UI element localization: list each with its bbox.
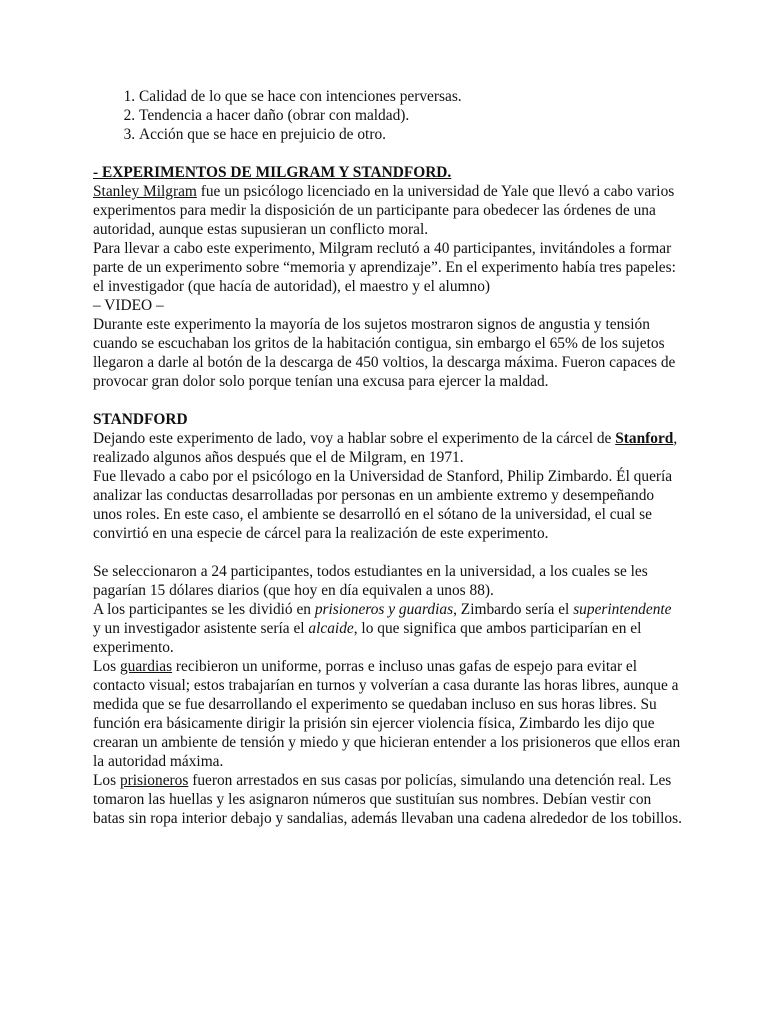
section-heading-standford: STANDFORD: [93, 411, 188, 428]
definition-item: 2. Tendencia a hacer daño (obrar con maldad).: [139, 106, 683, 125]
stanford-term: Stanford: [615, 430, 674, 447]
section-heading-milgram: - EXPERIMENTOS DE MILGRAM Y STANDFORD.: [93, 164, 452, 181]
paragraph: Fue llevado a cabo por el psicólogo en la Universidad de Stanford, Philip Zimbardo. Él quería analizar las conductas desarrolladas por personas en un ambiente extremo y desempeñando unos roles. En este caso, el ambiente se desarrolló en el sótano de la universidad, el cual se convirtió en una especie de cárcel para la realización de este experimento.: [93, 468, 673, 542]
paragraph: Para llevar a cabo este experimento, Milgram reclutó a 40 participantes, invitándoles a formar parte de un experimento sobre “memoria y aprendizaje”. En el experimento había tres papeles: el investigador (que hacía de autoridad), el maestro y el alumno): [93, 240, 676, 295]
paragraph: Los prisioneros fueron arrestados en sus casas por policías, simulando una detención real. Les tomaron las huellas y les asignaron números que sustituían sus nombres. Debían vestir con batas sin ropa interior debajo y sandalias, además llevaban una cadena alrededor de los tobillos.: [93, 772, 682, 827]
definition-list: [93, 87, 683, 144]
paragraph: Los guardias recibieron un uniforme, porras e incluso unas gafas de espejo para evitar el contacto visual; estos trabajarían en turnos y volverían a casa durante las horas libres, aunque a medida que se fue desarrollando el experimento se quedaban incluso en sus horas libres. Su función era básicamente dirigir la prisión sin ejercer violencia física, Zimbardo les dijo que crearan un ambiente de tensión y miedo y que hicieran entender a los prisioneros que ellos eran la autoridad máxima.: [93, 658, 681, 770]
guards-term: guardias: [119, 658, 173, 675]
paragraph: Dejando este experimento de lado, voy a hablar sobre el experimento de la cárcel de Stanford, realizado algunos años después que el de Milgram, en 1971.: [93, 430, 678, 466]
roles-term: prisioneros y guardias: [314, 601, 454, 618]
video-marker: – VIDEO –: [93, 297, 164, 314]
paragraph: A los participantes se les dividió en prisioneros y guardias, Zimbardo sería el superintendente y un investigador asistente sería el alcaide, lo que significa que ambos participarían en el experimento.: [93, 601, 672, 656]
prisoners-term: prisioneros: [119, 772, 189, 789]
warden-term: alcaide: [308, 620, 354, 637]
person-name: Stanley Milgram: [93, 183, 197, 200]
definition-item: 1. Calidad de lo que se hace con intenciones perversas.: [139, 87, 683, 106]
superintendent-term: superintendente: [573, 601, 672, 618]
document-page: [93, 87, 683, 828]
definition-item: 3. Acción que se hace en prejuicio de otro.: [139, 125, 683, 144]
paragraph: Se seleccionaron a 24 participantes, todos estudiantes en la universidad, a los cuales se les pagarían 15 dólares diarios (que hoy en día equivalen a unos 88).: [93, 563, 648, 599]
paragraph: Stanley Milgram fue un psicólogo licenciado en la universidad de Yale que llevó a cabo varios experimentos para medir la disposición de un participante para obedecer las órdenes de una autoridad, aunque estas supusieran un conflicto moral.: [93, 183, 675, 238]
paragraph: Durante este experimento la mayoría de los sujetos mostraron signos de angustia y tensión cuando se escuchaban los gritos de la habitación contigua, sin embargo el 65% de los sujetos llegaron a darle al botón de la descarga de 450 voltios, la descarga máxima. Fueron capaces de provocar gran dolor solo porque tenían una excusa para ejercer la maldad.: [93, 316, 676, 390]
